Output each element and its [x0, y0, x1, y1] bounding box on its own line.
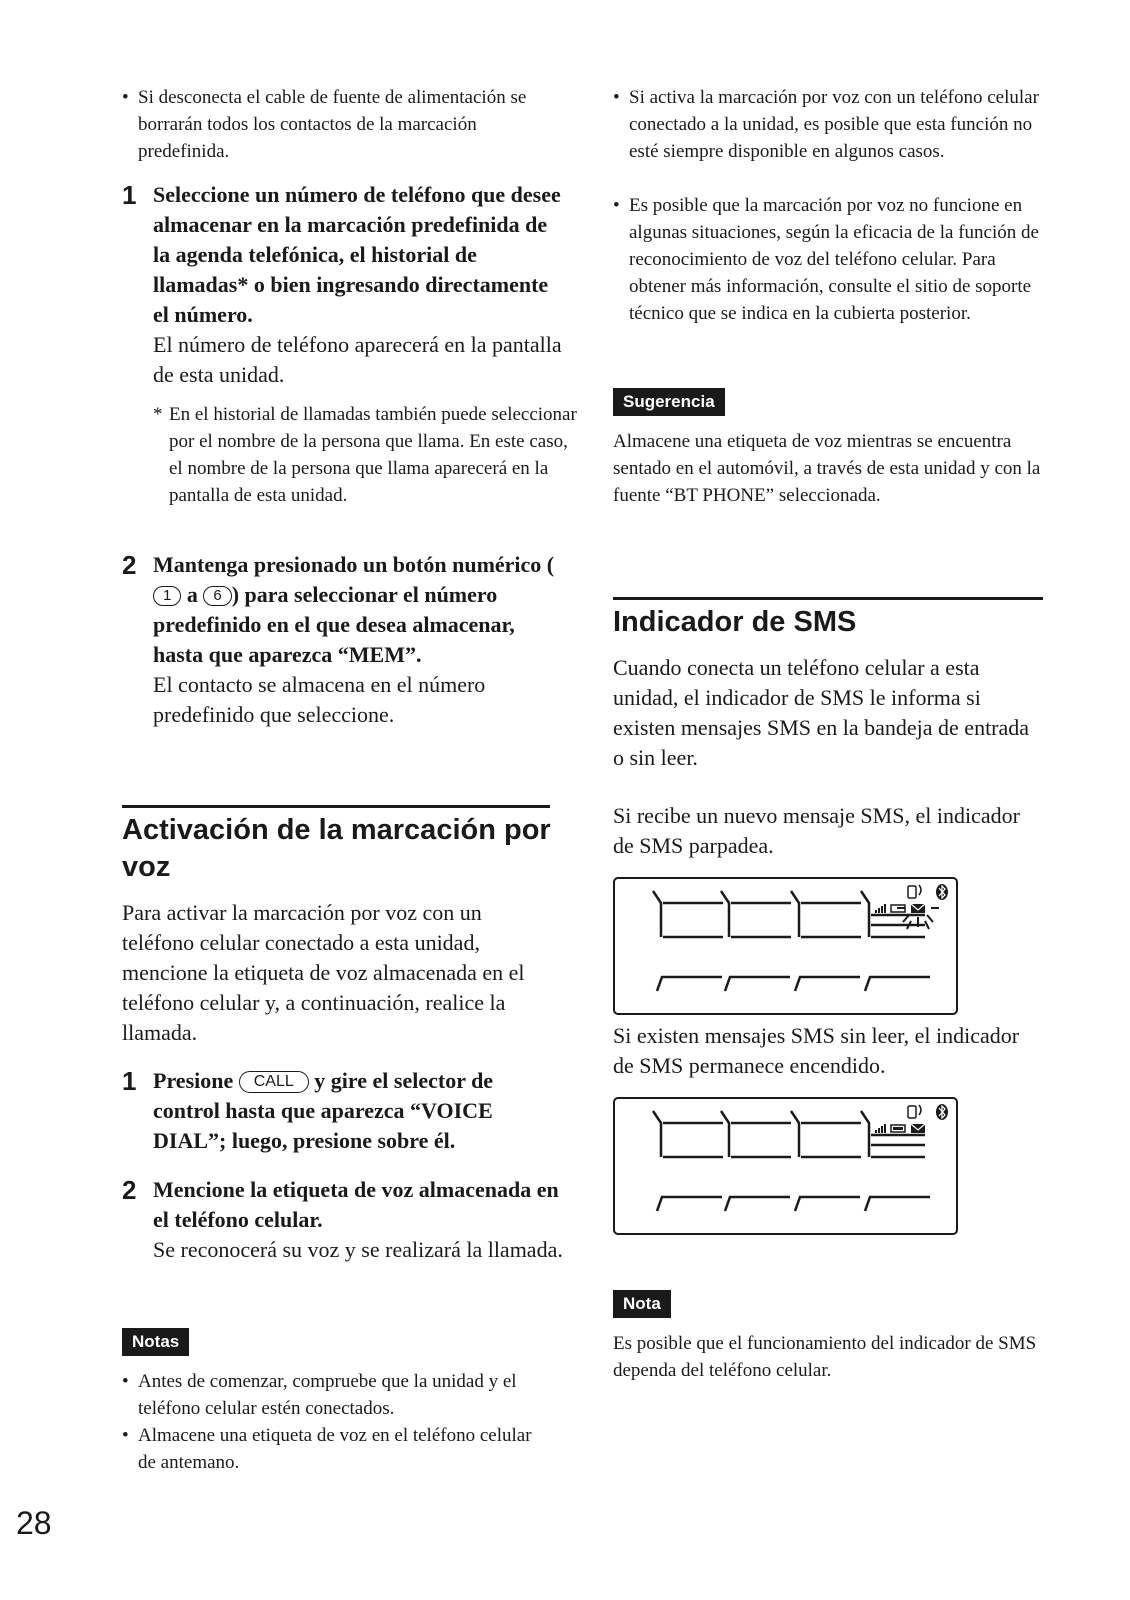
voice-dial-intro: Para activar la marcación por voz con un teléfono celular conectado a esta unidad, mencione la etiqueta de voz almacenada en el teléfono celular y, a continuación, realice la llamada. — [122, 900, 525, 1045]
step-number: 1 — [122, 1066, 137, 1096]
step-title-part: y gire el selector de control hasta que aparezca “VOICE DIAL”; luego, presione sobre él. — [153, 1068, 494, 1153]
step-title-part: ) para seleccionar el número predefinido en el que desea almacenar, hasta que aparezca “MEM”. — [153, 582, 515, 667]
note-item: • Antes de comenzar, compruebe que la unidad y el teléfono celular estén conectados. — [122, 1368, 552, 1422]
step-title-part: Mantenga presionado un botón numérico ( — [153, 552, 555, 577]
sms-envelope-icon — [911, 904, 925, 913]
power-cable-note: • Si desconecta el cable de fuente de alimentación se borrarán todos los contactos de la marcación predefinida. — [122, 84, 552, 165]
sms-envelope-icon — [911, 1124, 925, 1133]
bluetooth-icon — [936, 884, 948, 900]
voice-dial-heading: Activación de la marcación por voz — [122, 814, 551, 883]
step-number: 2 — [122, 1175, 137, 1205]
step-body: El contacto se almacena en el número predefinido que seleccione. — [153, 672, 486, 727]
voice-recognition-note: • Es posible que la marcación por voz no funcione en algunas situaciones, según la eficacia de la función de reconocimiento de voz del teléfono celular. Para obtener más información, consulte el sitio de soporte técnico que se indica en la cubierta posterior. — [613, 192, 1043, 327]
step-body: El número de teléfono aparecerá en la pantalla de esta unidad. — [153, 332, 562, 387]
preset-key-6: 6 — [203, 586, 231, 606]
call-history-footnote — [153, 401, 579, 509]
note-text: Es posible que el funcionamiento del indicador de SMS dependa del teléfono celular. — [613, 1333, 1037, 1381]
step-title: Mencione la etiqueta de voz almacenada en el teléfono celular. — [153, 1177, 559, 1232]
sms-intro: Cuando conecta un teléfono celular a esta unidad, el indicador de SMS le informa si existen mensajes SMS en la bandeja de entrada o sin leer. — [613, 655, 1030, 770]
tip-text: Almacene una etiqueta de voz mientras se encuentra sentado en el automóvil, a través de esta unidad y con la fuente “BT PHONE” seleccionada. — [613, 431, 1041, 506]
step-title: Seleccione un número de teléfono que desee almacenar en la marcación predefinida de la agenda telefónica, el historial de llamadas* o bien ingresando directamente el número. — [153, 182, 561, 327]
sms-indicator-heading: Indicador de SMS — [613, 606, 857, 638]
section-divider — [613, 597, 1043, 600]
step-number: 2 — [122, 550, 137, 580]
footnote-text: En el historial de llamadas también puede seleccionar por el nombre de la persona que llama. En este caso, el nombre de la persona que llama aparecerá en la pantalla de esta unidad. — [169, 404, 577, 506]
voice-dial-availability-note: • Si activa la marcación por voz con un teléfono celular conectado a la unidad, es posible que esta función no esté siempre disponible en algunos casos. — [613, 84, 1043, 165]
lcd-display-sms-blinking — [613, 877, 958, 1015]
call-key: CALL — [239, 1071, 309, 1093]
sms-unread-text: Si existen mensajes SMS sin leer, el indicador de SMS permanece encendido. — [613, 1023, 1020, 1078]
lcd-display-sms-steady — [613, 1097, 958, 1235]
section-divider — [122, 805, 550, 808]
step-title — [153, 1066, 563, 1156]
step-body: Se reconocerá su voz y se realizará la llamada. — [153, 1237, 563, 1262]
step-title-part: Presione — [153, 1068, 239, 1093]
step-title-part: a — [181, 582, 204, 607]
note-label: Nota — [613, 1290, 671, 1318]
tip-label: Sugerencia — [613, 388, 725, 416]
step-title — [153, 550, 563, 670]
footnote-mark: * — [153, 404, 163, 425]
page-number: 28 — [16, 1505, 52, 1541]
notes-label: Notas — [122, 1328, 189, 1356]
note-item: • Almacene una etiqueta de voz en el teléfono celular de antemano. — [122, 1422, 552, 1476]
sms-new-message-text: Si recibe un nuevo mensaje SMS, el indicador de SMS parpadea. — [613, 803, 1020, 858]
preset-key-1: 1 — [153, 586, 181, 606]
step-number: 1 — [122, 180, 137, 210]
bluetooth-icon — [936, 1104, 948, 1120]
